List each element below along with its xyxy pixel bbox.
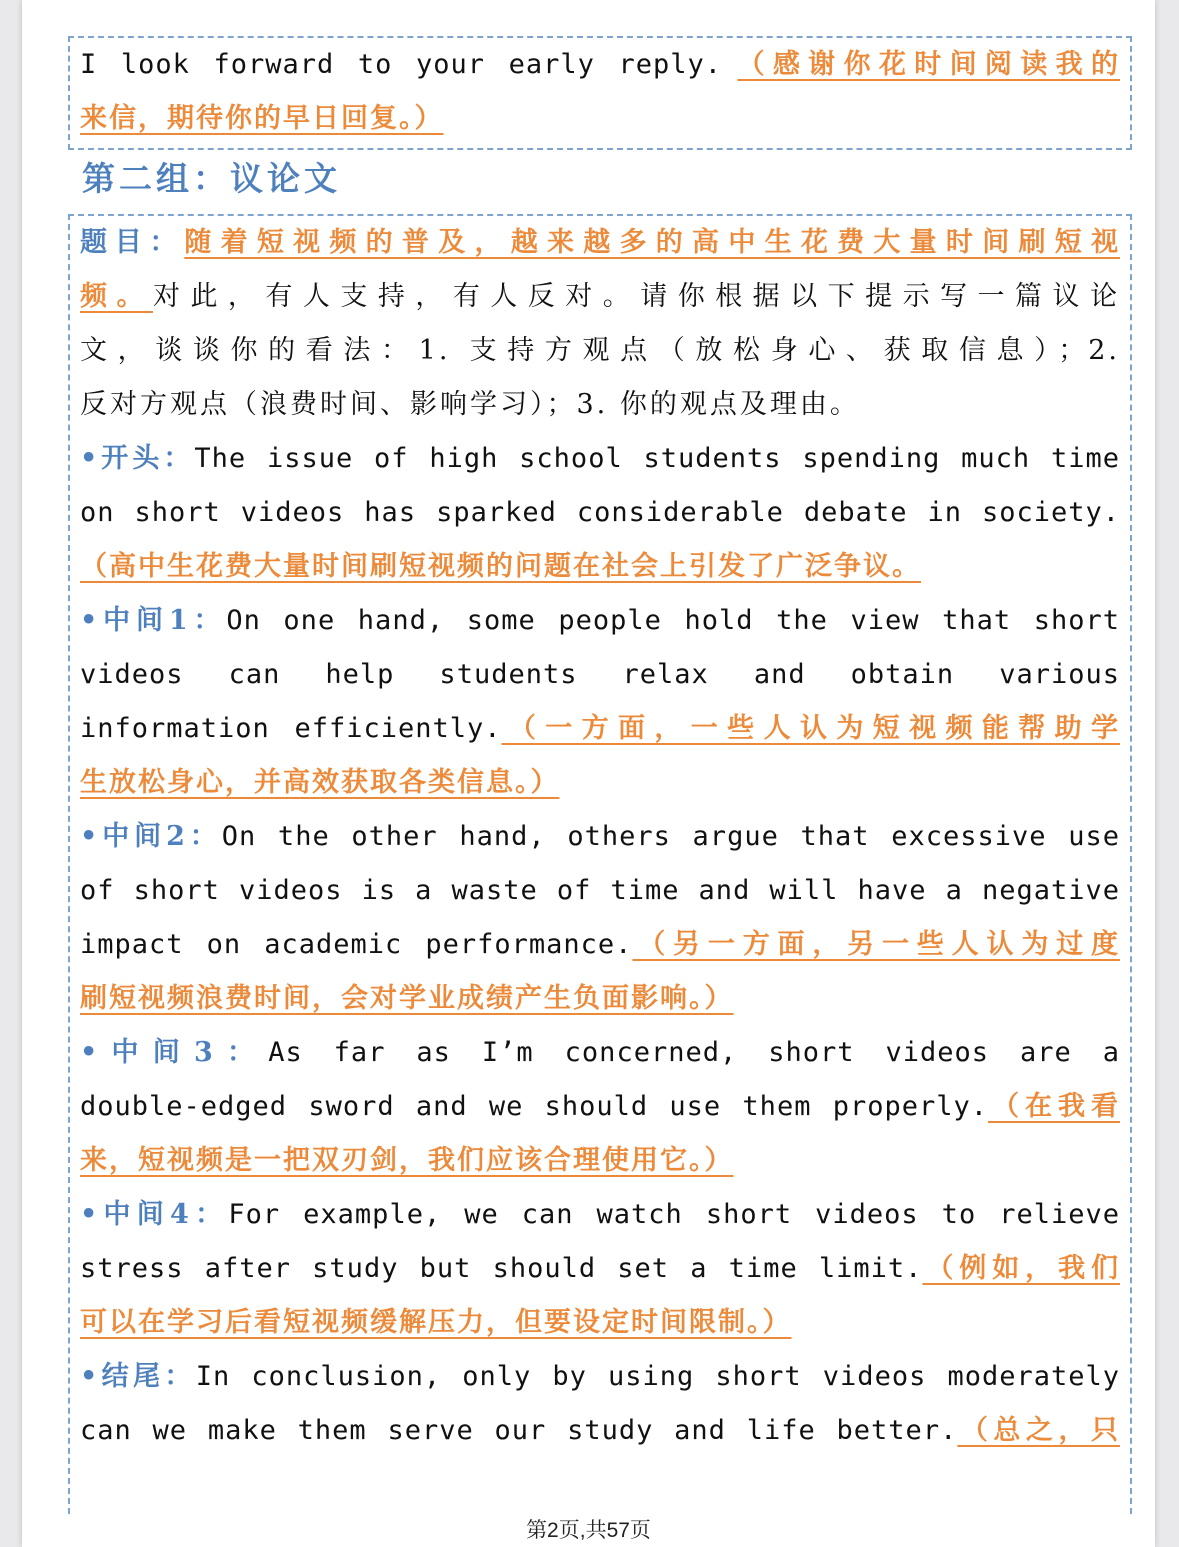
chinese-translation: （另一方面，另一些人认为过度 — [632, 929, 1120, 960]
opening-line-1 — [80, 432, 1120, 486]
topic-highlight: 随着短视频的普及，越来越多的高中生花费大量时间刷短视 — [184, 227, 1120, 258]
english-sentence: For example, we can watch short videos to relieve — [228, 1199, 1120, 1230]
middle4-label: •中间4： — [80, 1199, 229, 1230]
chinese-translation: （感谢你花时间阅读我的 — [737, 49, 1120, 80]
chinese-translation: 来，短视频是一把双刃剑，我们应该合理使用它。） — [80, 1145, 734, 1176]
middle4-line-3 — [80, 1296, 1120, 1350]
opening-line-2: on short videos has sparked considerable debate in society. — [80, 497, 1120, 528]
chinese-translation: （总之，只 — [957, 1415, 1120, 1446]
chinese-translation: （在我看 — [988, 1091, 1120, 1122]
middle2-line-3 — [80, 918, 1120, 972]
middle2-line-2: of short videos is a waste of time and will have a negative — [80, 875, 1120, 906]
english-sentence: On the other hand, others argue that excessive use — [221, 821, 1120, 852]
chinese-translation: （高中生花费大量时间刷短视频的问题在社会上引发了广泛争议。 — [80, 551, 921, 582]
middle1-line-2: videos can help students relax and obtain various — [80, 659, 1120, 690]
english-sentence: information efficiently. — [80, 713, 502, 744]
middle1-line-1 — [80, 594, 1120, 648]
chinese-translation: 刷短视频浪费时间，会对学业成绩产生负面影响。） — [80, 983, 734, 1014]
middle2-label: •中间2： — [80, 821, 222, 852]
middle3-label: •中间3： — [80, 1037, 269, 1068]
middle4-line-2 — [80, 1242, 1120, 1296]
english-sentence: stress after study but should set a time limit. — [80, 1253, 923, 1284]
document-page — [22, 0, 1155, 1547]
ending-line-2 — [80, 1404, 1120, 1458]
topic-line-4: 反对方观点（浪费时间、影响学习）；3. 你的观点及理由。 — [80, 389, 860, 420]
topic-line-3: 文，谈谈你的看法：1. 支持方观点（放松身心、获取信息）；2. — [80, 335, 1120, 366]
english-sentence: As far as I’m concerned, short videos are a — [268, 1037, 1120, 1068]
middle2-line-1 — [80, 810, 1120, 864]
opening-line-3 — [80, 540, 1120, 594]
middle4-line-1 — [80, 1188, 1120, 1242]
ending-line-1 — [80, 1350, 1120, 1404]
middle2-line-4 — [80, 972, 1120, 1026]
section-title: 第二组：议论文 — [82, 159, 341, 198]
opening-label: •开头： — [80, 443, 195, 474]
english-sentence: I look forward to your early reply. — [80, 49, 723, 80]
middle1-label: •中间1： — [80, 605, 227, 636]
text-line — [80, 92, 1120, 146]
english-sentence: impact on academic performance. — [80, 929, 633, 960]
middle3-line-2 — [80, 1080, 1120, 1134]
ending-label: •结尾： — [80, 1361, 196, 1392]
middle3-line-3 — [80, 1134, 1120, 1188]
chinese-translation: （例如，我们 — [922, 1253, 1120, 1284]
letter-ending-box — [68, 36, 1132, 150]
english-sentence: On one hand, some people hold the view that short — [226, 605, 1120, 636]
topic-line-2 — [80, 270, 1120, 324]
text-line — [80, 38, 1120, 92]
middle1-line-4 — [80, 756, 1120, 810]
chinese-translation: 可以在学习后看短视频缓解压力，但要设定时间限制。） — [80, 1307, 792, 1338]
chinese-translation: （一方面，一些人认为短视频能帮助学 — [501, 713, 1120, 744]
page-number: 第2页,共57页 — [526, 1519, 651, 1542]
chinese-translation: 来信，期待你的早日回复。） — [80, 103, 444, 134]
english-sentence: double-edged sword and we should use them properly. — [80, 1091, 989, 1122]
middle3-line-1 — [80, 1026, 1120, 1080]
english-sentence: In conclusion, only by using short videos moderately — [195, 1361, 1120, 1392]
middle1-line-3 — [80, 702, 1120, 756]
chinese-translation: 生放松身心，并高效获取各类信息。） — [80, 767, 560, 798]
english-sentence: The issue of high school students spending much time — [194, 443, 1120, 474]
essay-box — [68, 214, 1132, 1514]
topic-text: 对此，有人支持，有人反对。请你根据以下提示写一篇议论 — [152, 281, 1120, 312]
topic-label: 题目： — [80, 227, 185, 258]
topic-line-1 — [80, 216, 1120, 270]
topic-highlight: 频。 — [80, 281, 153, 312]
english-sentence: can we make them serve our study and life better. — [80, 1415, 958, 1446]
